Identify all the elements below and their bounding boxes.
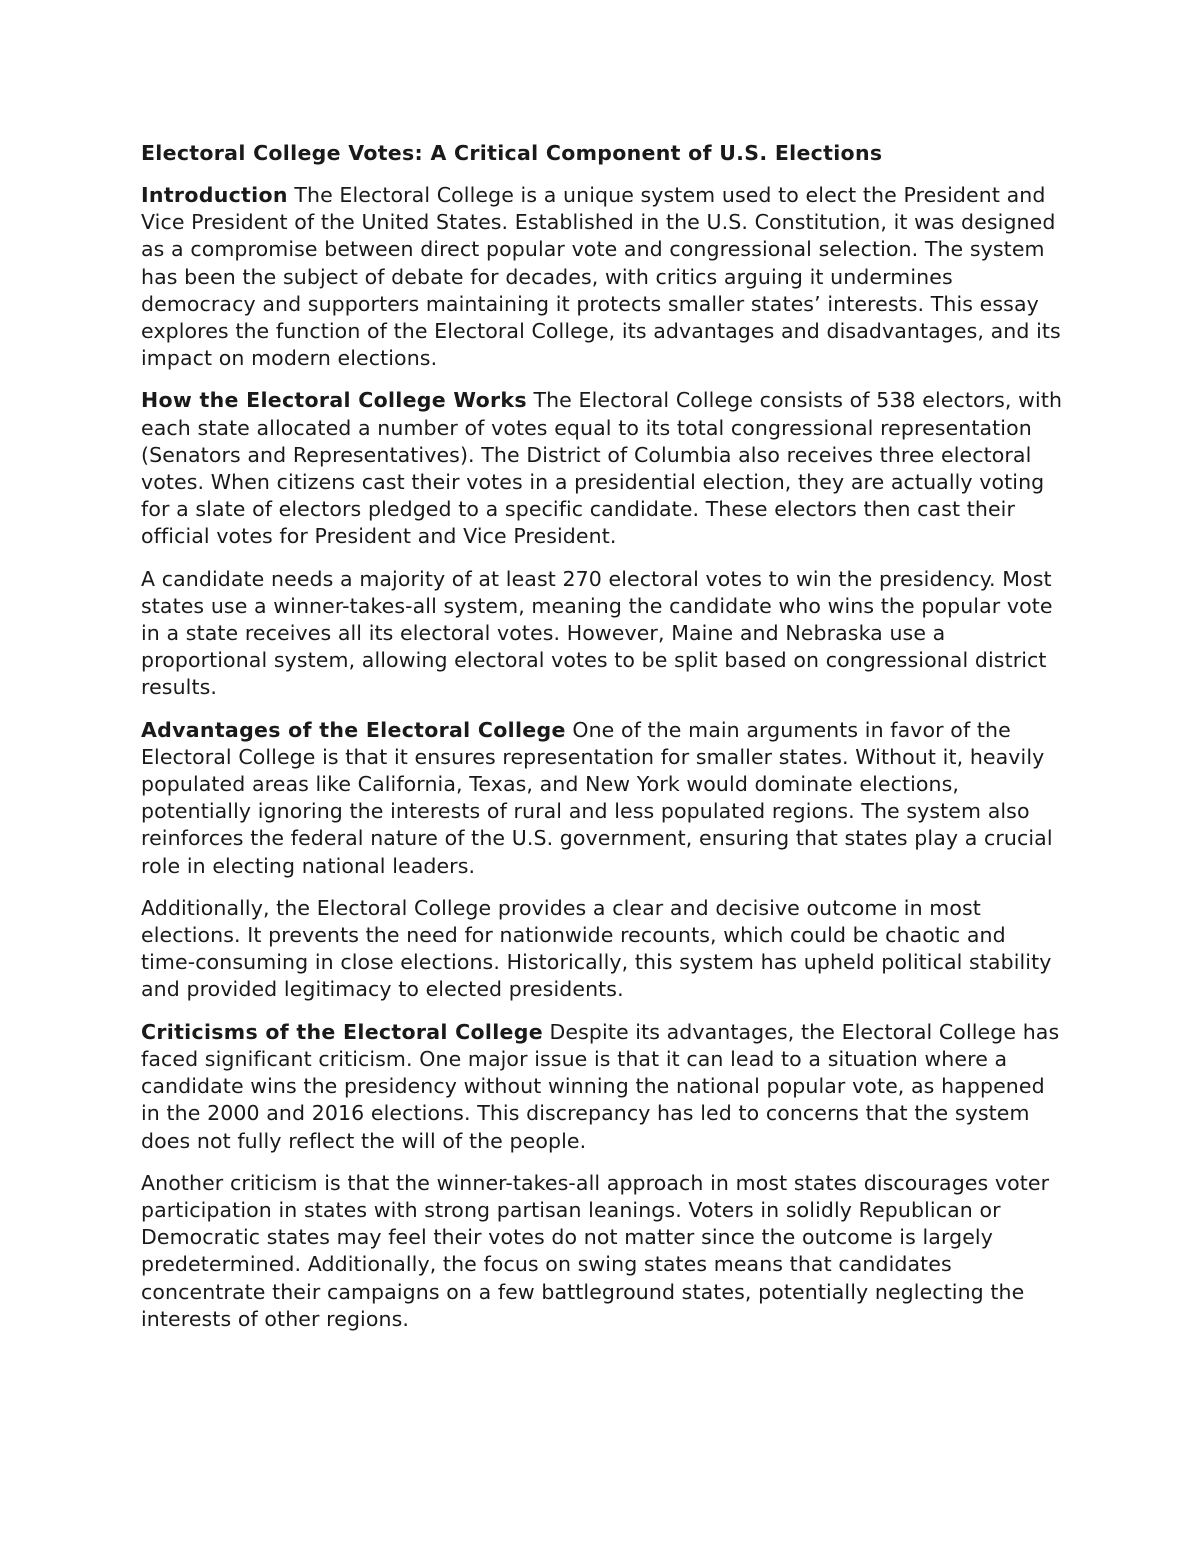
paragraph-text: Despite its advantages, the Electoral College has faced significant criticism. One major issue is that it can lead to a situation where a candidate wins the presidency without winning the national popular vote, as happened in the 2000 and 2016 elections. This discrepancy has led to concerns that the system does not fully reflect the will of the people. <box>141 1019 1060 1153</box>
section-heading-advantages: Advantages of the Electoral College <box>141 717 566 742</box>
document-body <box>141 138 1066 1348</box>
paragraph-additionally <box>141 895 1066 1004</box>
section-heading-how-it-works: How the Electoral College Works <box>141 388 527 413</box>
paragraph-text: The Electoral College consists of 538 electors, with each state allocated a number of votes equal to its total congressional representation (Senators and Representatives). The District of Columbia also receives three electoral votes. When citizens cast their votes in a presidential election, they are actually voting for a slate of electors pledged to a specific candidate. These electors then cast their official votes for President and Vice President. <box>141 388 1063 549</box>
paragraph-text: A candidate needs a majority of at least 270 electoral votes to win the presidency. Most states use a winner-takes-all system, meaning the candidate who wins the popular vote in a state receives all its electoral votes. However, Maine and Nebraska use a proportional system, allowing electoral votes to be split based on congressional district results. <box>141 566 1053 700</box>
paragraph-text: One of the main arguments in favor of the Electoral College is that it ensures representation for smaller states. Without it, heavily populated areas like California, Texas, and New York would dominate elections, potentially ignoring the interests of rural and less populated regions. The system also reinforces the federal nature of the U.S. government, ensuring that states play a crucial role in electing national leaders. <box>141 717 1053 878</box>
paragraph-advantages <box>141 717 1066 880</box>
paragraph-text: Additionally, the Electoral College provides a clear and decisive outcome in most elections. It prevents the need for nationwide recounts, which could be chaotic and time-consuming in close elections. Historically, this system has upheld political stability and provided legitimacy to elected presidents. <box>141 895 1052 1002</box>
paragraph-criticisms <box>141 1019 1066 1155</box>
section-heading-introduction: Introduction <box>141 183 288 207</box>
paragraph-how-it-works <box>141 387 1066 550</box>
paragraph-another-criticism <box>141 1170 1066 1333</box>
paragraph-text: Another criticism is that the winner-takes-all approach in most states discourages voter participation in states with strong partisan leanings. Voters in solidly Republican or Democratic states may feel their votes do not matter since the outcome is largely predetermined. Additionally, the focus on swing states means that candidates concentrate their campaigns on a few battleground states, potentially neglecting the interests of other regions. <box>141 1170 1050 1331</box>
paragraph-majority <box>141 566 1066 702</box>
paragraph-introduction <box>141 182 1066 372</box>
paragraph-text: The Electoral College is a unique system used to elect the President and Vice President of the United States. Established in the U.S. Constitution, it was designed as a compromise between direct popular vote and congressional selection. The system has been the subject of debate for decades, with critics arguing it undermines democracy and supporters maintaining it protects smaller states’ interests. This essay explores the function of the Electoral College, its advantages and disadvantages, and its impact on modern elections. <box>141 183 1061 371</box>
document-title: Electoral College Votes: A Critical Component of U.S. Elections <box>141 141 883 165</box>
section-heading-criticisms: Criticisms of the Electoral College <box>141 1019 543 1044</box>
